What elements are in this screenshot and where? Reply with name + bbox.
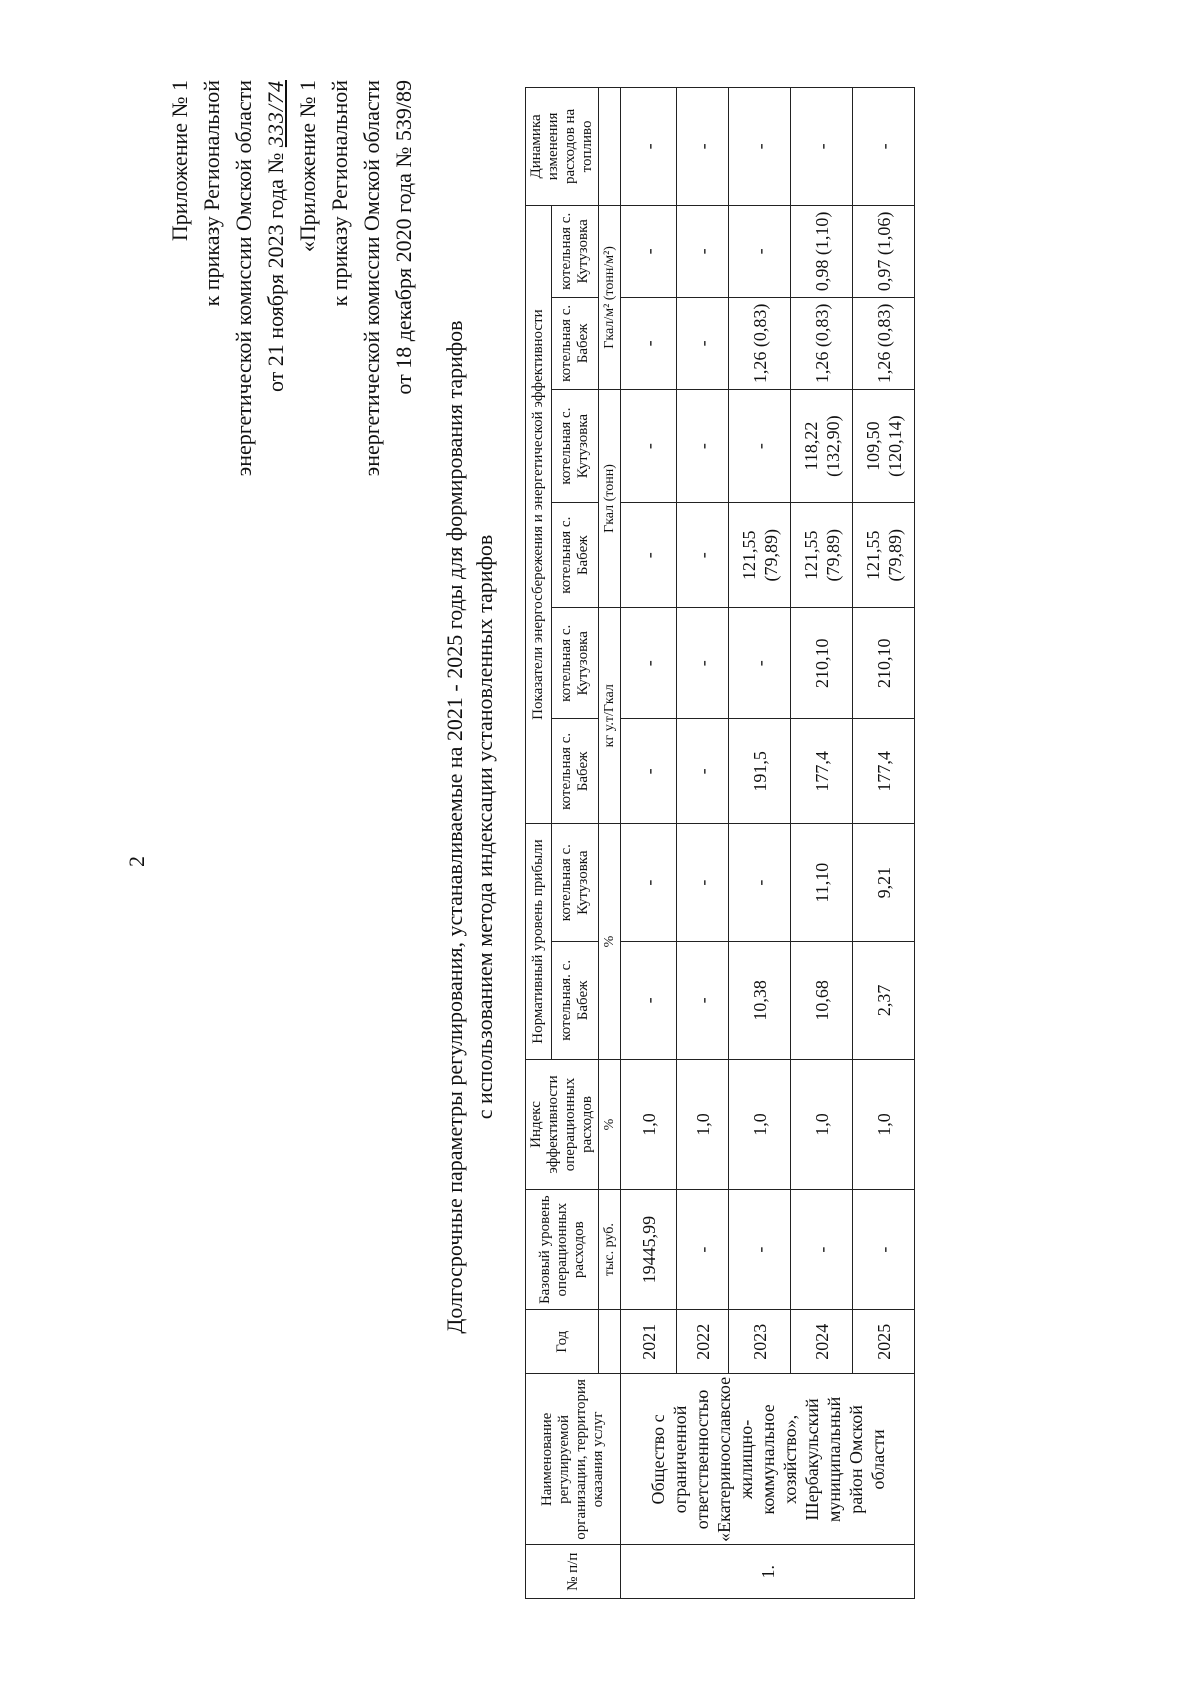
table-row <box>853 88 915 1599</box>
table-row <box>677 88 729 1599</box>
cell-dynamics: - <box>853 88 915 206</box>
header-num: № п/п <box>526 1545 621 1599</box>
cell-lossm-b: 1,26 (0,83) <box>791 297 853 389</box>
table-row <box>791 88 853 1599</box>
cell-loss-k: 109,50 (120,14) <box>853 389 915 502</box>
annex-line: к приказу Региональной <box>199 80 224 307</box>
cell-index: 1,0 <box>729 1059 791 1190</box>
cell-index: 1,0 <box>621 1059 677 1190</box>
cell-base: 19445,99 <box>621 1190 677 1310</box>
header-profit-kutuzovka: котельная с. Кутузовка <box>552 824 599 942</box>
cell-lossm-k: 0,97 (1,06) <box>853 205 915 297</box>
cell-loss-b: 121,55 (79,89) <box>729 503 791 608</box>
unit-loss-per-m2: Гкал/м² (тонн/м²) <box>599 205 621 389</box>
cell-loss-k: - <box>621 389 677 502</box>
annex-line: энергетической комиссии Омской области <box>231 80 256 477</box>
header-loss-babezh: котельная с. Бабеж <box>552 503 599 608</box>
unit-base: тыс. руб. <box>599 1190 621 1310</box>
header-profit-babezh: котельная. с. Бабеж <box>552 942 599 1060</box>
cell-year: 2024 <box>791 1310 853 1374</box>
header-organization: Наименование регулируемой организации, территория оказания услуг <box>526 1374 621 1545</box>
annex-prev-line: к приказу Региональной <box>327 80 352 307</box>
cell-lossm-b: 1,26 (0,83) <box>729 297 791 389</box>
header-lossm-kutuzovka: котельная с. Кутузовка <box>552 205 599 297</box>
document-title <box>440 107 500 1547</box>
cell-fuel-b: 177,4 <box>791 719 853 824</box>
row-number: 1. <box>621 1545 915 1599</box>
cell-loss-k: 118,22 (132,90) <box>791 389 853 502</box>
cell-profit-k: - <box>729 824 791 942</box>
cell-base: - <box>791 1190 853 1310</box>
page-number: 2 <box>124 856 149 867</box>
cell-dynamics: - <box>729 88 791 206</box>
cell-dynamics: - <box>677 88 729 206</box>
cell-fuel-b: - <box>621 719 677 824</box>
cell-profit-b: 10,38 <box>729 942 791 1060</box>
cell-fuel-b: 191,5 <box>729 719 791 824</box>
cell-profit-b: 2,37 <box>853 942 915 1060</box>
cell-profit-k: 9,21 <box>853 824 915 942</box>
cell-lossm-b: - <box>677 297 729 389</box>
header-fuel-dynamics: Динамика изменения расходов на топливо <box>526 88 599 206</box>
cell-loss-k: - <box>729 389 791 502</box>
cell-year: 2021 <box>621 1310 677 1374</box>
units-row <box>599 88 621 1599</box>
cell-year: 2023 <box>729 1310 791 1374</box>
cell-profit-k: - <box>677 824 729 942</box>
header-base-opex: Базовый уровень операционных расходов <box>526 1190 599 1310</box>
header-fuel-kutuzovka: котельная с. Кутузовка <box>552 608 599 719</box>
header-loss-kutuzovka: котельная с. Кутузовка <box>552 389 599 502</box>
cell-profit-k: 11,10 <box>791 824 853 942</box>
annex-order-date: от 21 ноября 2023 года № <box>263 152 288 393</box>
cell-dynamics: - <box>791 88 853 206</box>
organization-name: Общество с ограниченной ответственностью «Екатериноославское жилищно-коммунальное хозяйство», Шербакульский муниципальный район Омской области <box>621 1374 915 1545</box>
cell-base: - <box>677 1190 729 1310</box>
cell-lossm-k: 0,98 (1,10) <box>791 205 853 297</box>
cell-year: 2022 <box>677 1310 729 1374</box>
cell-loss-k: - <box>677 389 729 502</box>
cell-loss-b: 121,55 (79,89) <box>791 503 853 608</box>
table-row <box>621 88 677 1599</box>
annex-block <box>164 80 420 476</box>
cell-fuel-k: - <box>677 608 729 719</box>
annex-prev-line: энергетической комиссии Омской области <box>359 80 384 477</box>
cell-profit-b: 10,68 <box>791 942 853 1060</box>
cell-fuel-b: - <box>677 719 729 824</box>
annex-order-number: 333/74 <box>263 80 288 148</box>
header-year: Год <box>526 1310 599 1374</box>
cell-base: - <box>853 1190 915 1310</box>
cell-lossm-b: 1,26 (0,83) <box>853 297 915 389</box>
cell-index: 1,0 <box>677 1059 729 1190</box>
unit-profit: % <box>599 824 621 1059</box>
title-line-1: Долгосрочные параметры регулирования, устанавливаемые на 2021 - 2025 годы для формирования тарифов <box>442 320 467 1334</box>
cell-fuel-k: - <box>729 608 791 719</box>
cell-year: 2025 <box>853 1310 915 1374</box>
cell-lossm-b: - <box>621 297 677 389</box>
annex-line: Приложение № 1 <box>167 80 192 242</box>
header-fuel-babezh: котельная с. Бабеж <box>552 719 599 824</box>
cell-dynamics: - <box>621 88 677 206</box>
unit-year <box>599 1310 621 1374</box>
cell-index: 1,0 <box>853 1059 915 1190</box>
cell-lossm-k: - <box>729 205 791 297</box>
cell-profit-k: - <box>621 824 677 942</box>
header-profit: Нормативный уровень прибыли <box>526 824 552 1059</box>
cell-lossm-k: - <box>621 205 677 297</box>
cell-index: 1,0 <box>791 1059 853 1190</box>
cell-loss-b: - <box>621 503 677 608</box>
unit-fuel: кг у.т/Гкал <box>599 608 621 824</box>
header-lossm-babezh: котельная с. Бабеж <box>552 297 599 389</box>
annex-prev-line: «Приложение № 1 <box>295 80 320 253</box>
cell-profit-b: - <box>621 942 677 1060</box>
cell-fuel-b: 177,4 <box>853 719 915 824</box>
cell-fuel-k: - <box>621 608 677 719</box>
annex-prev-line: от 18 декабря 2020 года № 539/89 <box>391 80 416 395</box>
unit-dynamics <box>599 88 621 206</box>
unit-index: % <box>599 1059 621 1190</box>
cell-profit-b: - <box>677 942 729 1060</box>
parameters-table <box>525 87 915 1599</box>
cell-fuel-k: 210,10 <box>791 608 853 719</box>
cell-lossm-k: - <box>677 205 729 297</box>
unit-loss: Гкал (тонн) <box>599 389 621 607</box>
annex-order-line <box>260 80 292 476</box>
cell-base: - <box>729 1190 791 1310</box>
header-row-1 <box>526 88 552 1599</box>
cell-fuel-k: 210,10 <box>853 608 915 719</box>
title-line-2: с использованием метода индексации установленных тарифов <box>472 534 497 1120</box>
table-row <box>729 88 791 1599</box>
cell-loss-b: 121,55 (79,89) <box>853 503 915 608</box>
cell-loss-b: - <box>677 503 729 608</box>
header-efficiency-index: Индекс эффективности операционных расходов <box>526 1059 599 1190</box>
header-energy-efficiency: Показатели энергосбережения и энергетической эффективности <box>526 205 552 823</box>
